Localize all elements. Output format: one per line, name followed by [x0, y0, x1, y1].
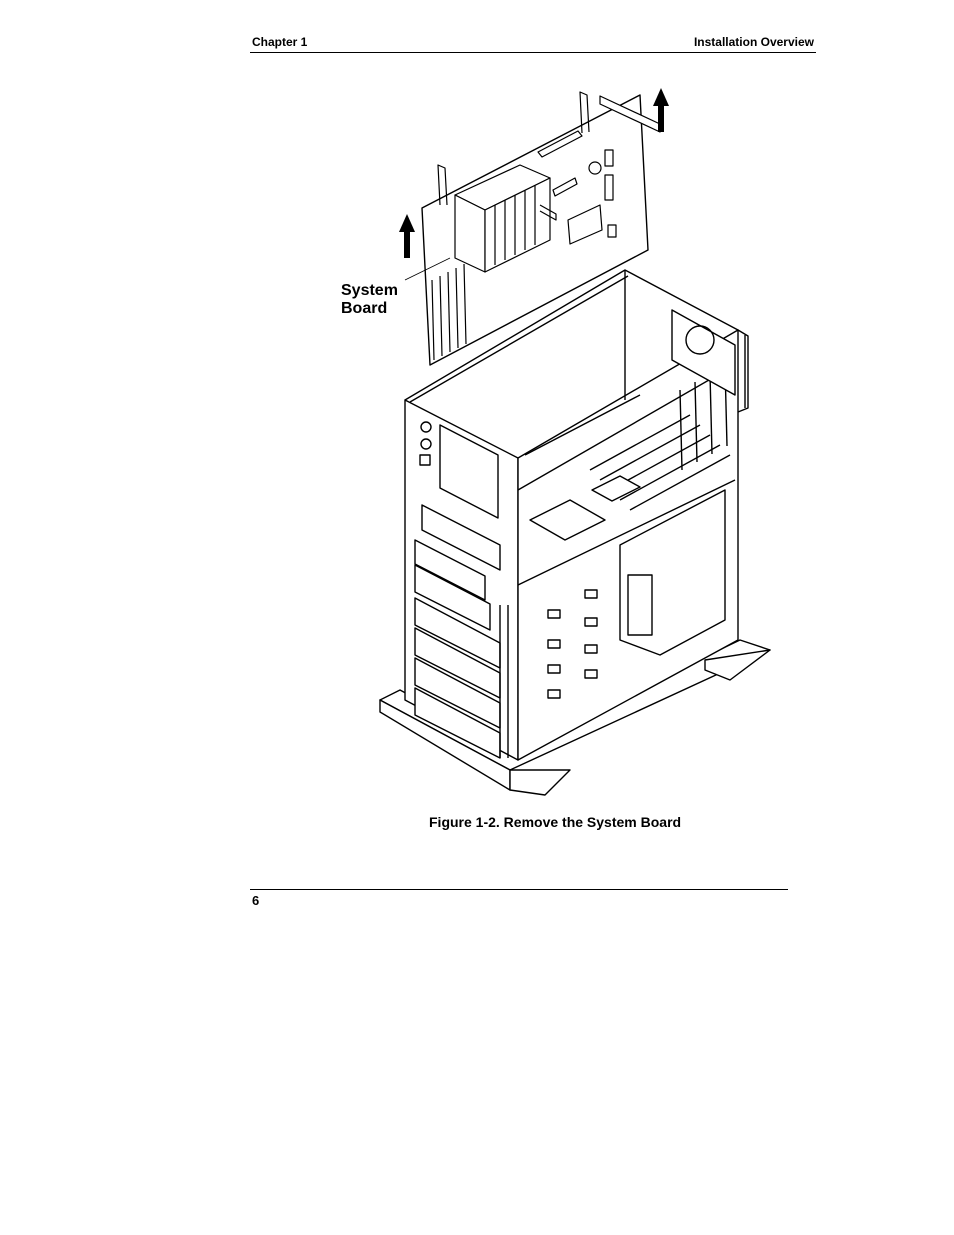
system-board-callout: [341, 282, 398, 318]
system-board-illustration: [330, 80, 780, 800]
page-number: 6: [252, 893, 260, 908]
chapter-header: Chapter 1: [252, 35, 308, 49]
callout-line-1: System: [341, 282, 398, 299]
header-rule: [250, 52, 816, 53]
lift-arrow-left: [399, 214, 415, 258]
figure-caption: Figure 1-2. Remove the System Board: [429, 814, 682, 830]
footer-rule: [250, 889, 788, 890]
callout-line-2: Board: [341, 300, 388, 317]
section-header: Installation Overview: [693, 35, 814, 49]
